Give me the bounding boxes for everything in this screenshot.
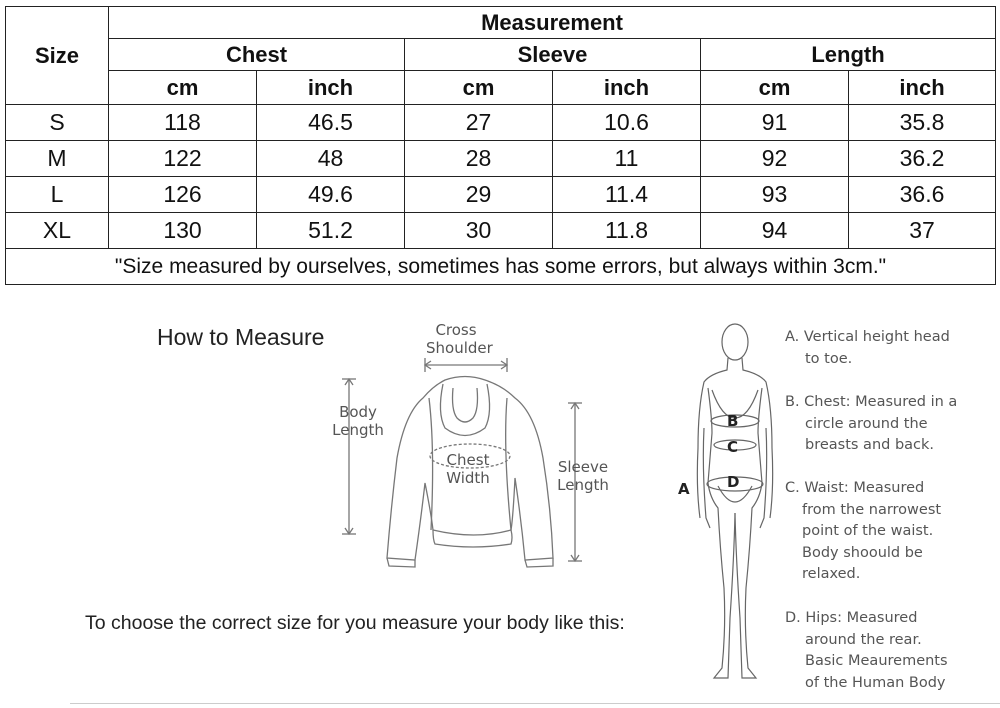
size-chart-table (5, 6, 996, 285)
body-letter-d: D (727, 473, 740, 491)
size-header: Size (6, 7, 109, 105)
value-cell: 35.8 (849, 105, 996, 141)
body-length-label-line1: Body (339, 403, 377, 421)
body-letter-b: B (727, 412, 739, 430)
sleeve-length-label-line2: Length (557, 476, 609, 494)
bottom-divider (70, 703, 1000, 704)
unit-header: cm (701, 71, 849, 105)
measurement-legend-c (785, 478, 941, 586)
unit-header: inch (553, 71, 701, 105)
choose-size-instruction: To choose the correct size for you measure your body like this: (85, 612, 625, 634)
value-cell: 36.2 (849, 141, 996, 177)
chest-width-label-line1: Chest (446, 451, 490, 469)
body-length-label-line2: Length (332, 421, 384, 439)
value-cell: 92 (701, 141, 849, 177)
table-row (6, 141, 996, 177)
table-row (6, 105, 996, 141)
legend-c-line3: point of the waist. (802, 523, 934, 539)
unit-header: cm (405, 71, 553, 105)
value-cell: 11.8 (553, 213, 701, 249)
value-cell: 30 (405, 213, 553, 249)
size-cell: XL (6, 213, 109, 249)
value-cell: 46.5 (257, 105, 405, 141)
body-letter-a: A (678, 480, 690, 498)
value-cell: 27 (405, 105, 553, 141)
legend-c-line4: Body shoould be (802, 544, 923, 561)
cross-shoulder-label (426, 321, 493, 357)
value-cell: 118 (109, 105, 257, 141)
how-to-measure-title: How to Measure (157, 324, 325, 350)
sleeve-length-label-line1: Sleeve (557, 458, 609, 476)
value-cell: 91 (701, 105, 849, 141)
body-letter-c: C (727, 438, 739, 456)
value-cell: 126 (109, 177, 257, 213)
legend-a-line1: A. Vertical height head (785, 329, 950, 345)
sleeve-length-label (553, 458, 613, 494)
table-note: "Size measured by ourselves, sometimes has some errors, but always within 3cm." (6, 249, 996, 285)
unit-header: cm (109, 71, 257, 105)
value-cell: 37 (849, 213, 996, 249)
size-cell: S (6, 105, 109, 141)
length-header: Length (701, 39, 996, 71)
legend-b-line1: B. Chest: Measured in a (785, 394, 958, 410)
value-cell: 28 (405, 141, 553, 177)
legend-c-line2: from the narrowest (802, 501, 942, 518)
legend-b-line3: breasts and back. (805, 437, 935, 453)
measurement-header: Measurement (109, 7, 996, 39)
value-cell: 11.4 (553, 177, 701, 213)
value-cell: 94 (701, 213, 849, 249)
cross-shoulder-label-line1: Cross (435, 321, 477, 339)
body-length-label (330, 403, 386, 439)
value-cell: 36.6 (849, 177, 996, 213)
size-cell: L (6, 177, 109, 213)
legend-a-line2: to toe. (805, 350, 853, 367)
table-row (6, 177, 996, 213)
chest-header: Chest (109, 39, 405, 71)
unit-header: inch (849, 71, 996, 105)
size-cell: M (6, 141, 109, 177)
legend-c-line5: relaxed. (802, 566, 861, 582)
value-cell: 130 (109, 213, 257, 249)
measurement-legend-a (785, 327, 950, 370)
sleeve-header: Sleeve (405, 39, 701, 71)
value-cell: 93 (701, 177, 849, 213)
legend-d-line1: D. Hips: Measured (785, 610, 918, 626)
measurement-legend-d (785, 608, 948, 694)
legend-b-line2: circle around the (805, 415, 928, 432)
value-cell: 122 (109, 141, 257, 177)
value-cell: 11 (553, 141, 701, 177)
unit-header: inch (257, 71, 405, 105)
value-cell: 10.6 (553, 105, 701, 141)
chest-width-label (440, 451, 496, 487)
legend-d-line2: around the rear. (805, 631, 922, 648)
table-row (6, 213, 996, 249)
value-cell: 49.6 (257, 177, 405, 213)
legend-d-line4: of the Human Body (805, 674, 946, 691)
legend-d-line3: Basic Meaurements (805, 653, 948, 669)
value-cell: 51.2 (257, 213, 405, 249)
value-cell: 29 (405, 177, 553, 213)
human-body-figure (690, 318, 780, 690)
chest-width-label-line2: Width (446, 469, 490, 487)
measurement-legend-b (785, 392, 957, 457)
legend-c-line1: C. Waist: Measured (785, 480, 925, 496)
value-cell: 48 (257, 141, 405, 177)
cross-shoulder-label-line2: Shoulder (426, 339, 493, 357)
